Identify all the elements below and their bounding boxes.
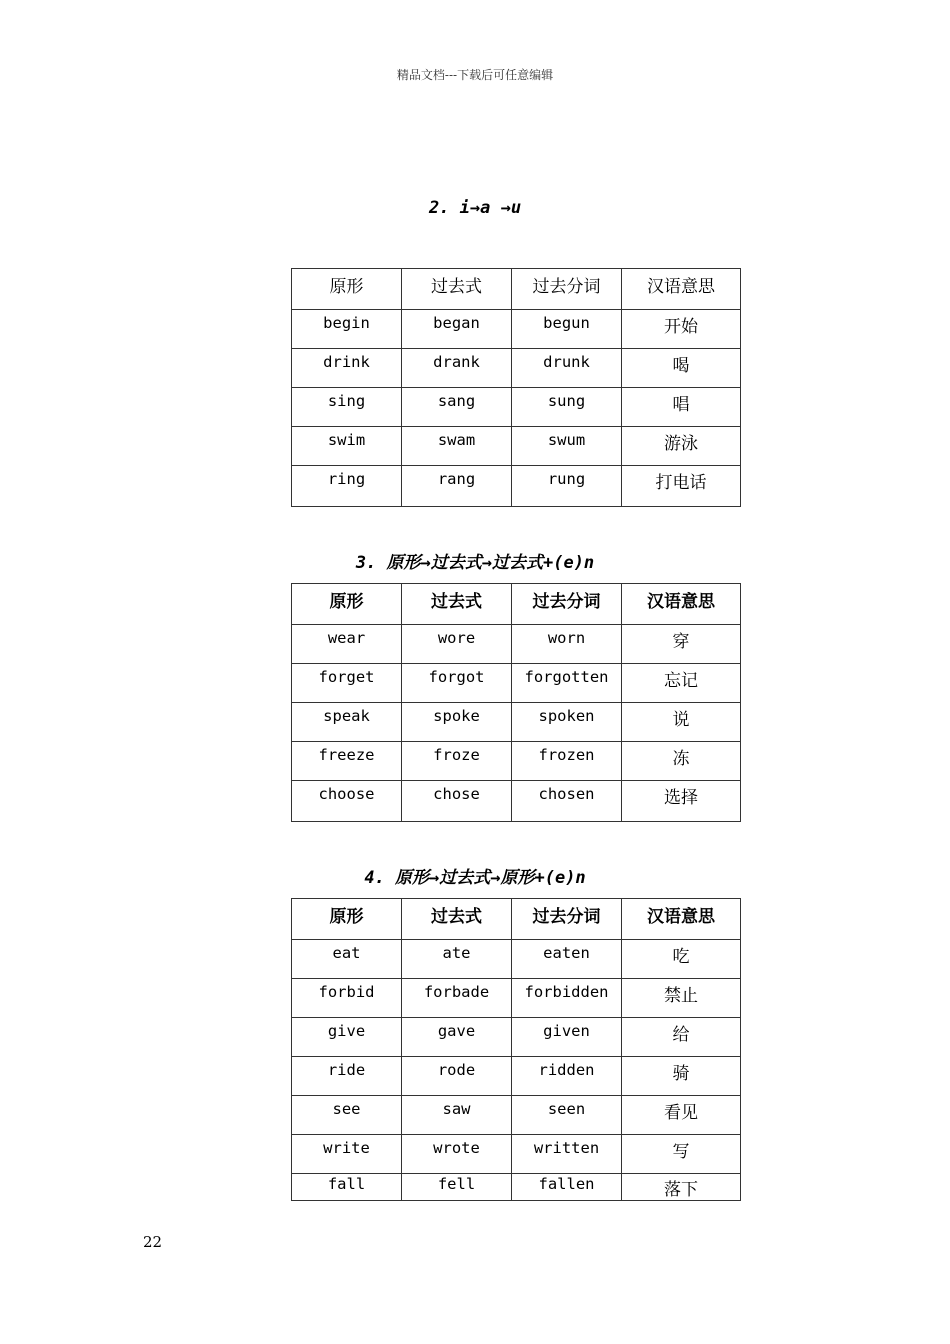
chinese-meaning-cell: 穿 — [622, 625, 741, 664]
table-row — [292, 742, 741, 781]
section-3-heading: 3. 原形→过去式→过去式+(e)n — [355, 553, 595, 573]
base-form-cell: forbid — [292, 979, 402, 1018]
past-participle-cell: seen — [512, 1096, 622, 1135]
base-form-cell: drink — [292, 349, 402, 388]
chinese-meaning-cell: 吃 — [622, 940, 741, 979]
chinese-meaning-cell: 说 — [622, 703, 741, 742]
base-form-cell: ring — [292, 466, 402, 507]
past-tense-cell: gave — [402, 1018, 512, 1057]
chinese-meaning-cell: 看见 — [622, 1096, 741, 1135]
chinese-meaning-cell: 忘记 — [622, 664, 741, 703]
table-header-row — [292, 899, 741, 940]
base-form-cell: eat — [292, 940, 402, 979]
past-tense-cell: wore — [402, 625, 512, 664]
base-form-cell: swim — [292, 427, 402, 466]
past-participle-cell: sung — [512, 388, 622, 427]
table-row — [292, 310, 741, 349]
base-form-cell: freeze — [292, 742, 402, 781]
column-header-past-tense: 过去式 — [402, 584, 512, 625]
chinese-meaning-cell: 开始 — [622, 310, 741, 349]
verb-table-section-4 — [291, 898, 741, 1201]
past-participle-cell: eaten — [512, 940, 622, 979]
past-tense-cell: chose — [402, 781, 512, 822]
verb-table-section-2 — [291, 268, 741, 507]
past-participle-cell: begun — [512, 310, 622, 349]
table-header-row — [292, 269, 741, 310]
past-tense-cell: began — [402, 310, 512, 349]
column-header-base-form: 原形 — [292, 269, 402, 310]
column-header-past-participle: 过去分词 — [512, 584, 622, 625]
table-row — [292, 466, 741, 507]
chinese-meaning-cell: 游泳 — [622, 427, 741, 466]
table-row — [292, 703, 741, 742]
past-participle-cell: fallen — [512, 1174, 622, 1201]
past-tense-cell: rode — [402, 1057, 512, 1096]
chinese-meaning-cell: 冻 — [622, 742, 741, 781]
base-form-cell: fall — [292, 1174, 402, 1201]
past-tense-cell: drank — [402, 349, 512, 388]
section-4-heading: 4. 原形→过去式→原形+(e)n — [364, 868, 586, 888]
base-form-cell: choose — [292, 781, 402, 822]
base-form-cell: begin — [292, 310, 402, 349]
past-participle-cell: worn — [512, 625, 622, 664]
chinese-meaning-cell: 给 — [622, 1018, 741, 1057]
chinese-meaning-cell: 写 — [622, 1135, 741, 1174]
document-header: 精品文档---下载后可任意编辑 — [396, 68, 554, 82]
chinese-meaning-cell: 打电话 — [622, 466, 741, 507]
chinese-meaning-cell: 唱 — [622, 388, 741, 427]
past-tense-cell: fell — [402, 1174, 512, 1201]
base-form-cell: see — [292, 1096, 402, 1135]
table-row — [292, 1174, 741, 1201]
base-form-cell: sing — [292, 388, 402, 427]
table-row — [292, 427, 741, 466]
past-participle-cell: spoken — [512, 703, 622, 742]
table-row — [292, 349, 741, 388]
base-form-cell: speak — [292, 703, 402, 742]
past-participle-cell: written — [512, 1135, 622, 1174]
table-row — [292, 781, 741, 822]
table-row — [292, 1096, 741, 1135]
past-participle-cell: given — [512, 1018, 622, 1057]
past-participle-cell: ridden — [512, 1057, 622, 1096]
past-tense-cell: swam — [402, 427, 512, 466]
past-tense-cell: sang — [402, 388, 512, 427]
base-form-cell: ride — [292, 1057, 402, 1096]
chinese-meaning-cell: 选择 — [622, 781, 741, 822]
column-header-past-tense: 过去式 — [402, 269, 512, 310]
verb-table-section-3 — [291, 583, 741, 822]
base-form-cell: write — [292, 1135, 402, 1174]
column-header-past-tense: 过去式 — [402, 899, 512, 940]
past-tense-cell: forgot — [402, 664, 512, 703]
column-header-past-participle: 过去分词 — [512, 269, 622, 310]
table-row — [292, 979, 741, 1018]
table-row — [292, 664, 741, 703]
base-form-cell: wear — [292, 625, 402, 664]
table-header-row — [292, 584, 741, 625]
section-2-heading: 2. i→a →u — [428, 198, 522, 218]
chinese-meaning-cell: 喝 — [622, 349, 741, 388]
column-header-base-form: 原形 — [292, 899, 402, 940]
table-row — [292, 1018, 741, 1057]
past-tense-cell: forbade — [402, 979, 512, 1018]
column-header-chinese-meaning: 汉语意思 — [622, 899, 741, 940]
table-row — [292, 388, 741, 427]
past-tense-cell: ate — [402, 940, 512, 979]
column-header-base-form: 原形 — [292, 584, 402, 625]
past-participle-cell: rung — [512, 466, 622, 507]
column-header-chinese-meaning: 汉语意思 — [622, 584, 741, 625]
past-participle-cell: frozen — [512, 742, 622, 781]
table-row — [292, 1135, 741, 1174]
table-row — [292, 940, 741, 979]
past-participle-cell: chosen — [512, 781, 622, 822]
base-form-cell: forget — [292, 664, 402, 703]
table-row — [292, 1057, 741, 1096]
chinese-meaning-cell: 落下 — [622, 1174, 741, 1201]
past-tense-cell: saw — [402, 1096, 512, 1135]
past-participle-cell: swum — [512, 427, 622, 466]
past-tense-cell: wrote — [402, 1135, 512, 1174]
column-header-past-participle: 过去分词 — [512, 899, 622, 940]
chinese-meaning-cell: 骑 — [622, 1057, 741, 1096]
past-participle-cell: forgotten — [512, 664, 622, 703]
past-tense-cell: froze — [402, 742, 512, 781]
past-tense-cell: rang — [402, 466, 512, 507]
page-number: 22 — [143, 1233, 163, 1251]
base-form-cell: give — [292, 1018, 402, 1057]
past-tense-cell: spoke — [402, 703, 512, 742]
column-header-chinese-meaning: 汉语意思 — [622, 269, 741, 310]
past-participle-cell: drunk — [512, 349, 622, 388]
chinese-meaning-cell: 禁止 — [622, 979, 741, 1018]
table-row — [292, 625, 741, 664]
past-participle-cell: forbidden — [512, 979, 622, 1018]
